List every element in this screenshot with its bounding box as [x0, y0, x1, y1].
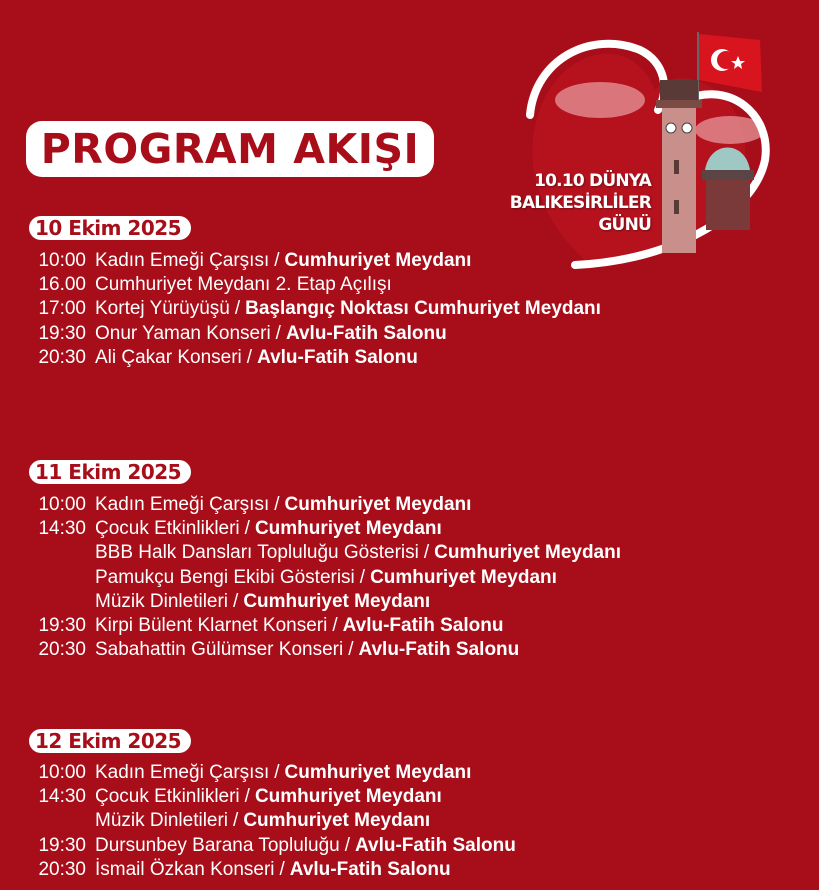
event-time: 10:00 [38, 250, 86, 272]
event-time: 14:30 [38, 786, 86, 808]
event-location: Avlu-Fatih Salonu [285, 322, 447, 344]
list-item [28, 541, 621, 565]
event-location: Cumhuriyet Meydanı [434, 542, 622, 564]
list-item [28, 273, 601, 297]
event-description: Çocuk Etkinlikleri [95, 518, 240, 540]
list-item [28, 614, 621, 638]
list-item [28, 761, 516, 785]
logo-line-3: GÜNÜ [598, 215, 651, 235]
event-location: Avlu-Fatih Salonu [289, 858, 451, 880]
separator: / [274, 494, 280, 516]
heart-clocktower-illustration [480, 20, 819, 280]
day-2-events [28, 493, 621, 662]
event-time: 19:30 [38, 834, 86, 856]
event-location: Avlu-Fatih Salonu [358, 639, 520, 661]
event-description: Kadın Emeği Çarşısı [95, 250, 270, 272]
event-location: Cumhuriyet Meydanı [370, 566, 557, 588]
event-location: Cumhuriyet Meydanı [243, 590, 431, 612]
event-description: Kortej Yürüyüşü [95, 298, 230, 320]
event-description: Cumhuriyet Meydanı 2. Etap Açılışı [95, 274, 392, 296]
day-2-date: 11 Ekim 2025 [29, 460, 191, 484]
page-title-text: PROGRAM AKIŞI [40, 125, 420, 173]
event-description: Ali Çakar Konseri [95, 346, 242, 368]
separator: / [344, 834, 350, 856]
event-location: Avlu-Fatih Salonu [355, 834, 516, 856]
event-description: Müzik Dinletileri [95, 810, 229, 832]
event-location: Avlu-Fatih Salonu [342, 615, 504, 637]
event-location: Cumhuriyet Meydanı [254, 518, 442, 540]
event-time: 10:00 [38, 494, 86, 516]
list-item [28, 249, 601, 273]
list-item [28, 785, 516, 809]
separator: / [332, 615, 338, 637]
event-time: 19:30 [38, 322, 86, 344]
separator: / [274, 250, 280, 272]
event-description: Çocuk Etkinlikleri [95, 786, 240, 808]
event-description: Kirpi Bülent Klarnet Konseri [95, 615, 328, 637]
event-location: Başlangıç Noktası Cumhuriyet Meydanı [245, 298, 601, 320]
list-item [28, 834, 516, 858]
list-item [28, 809, 516, 833]
separator: / [234, 298, 241, 320]
list-item [28, 517, 621, 541]
list-item [28, 493, 621, 517]
list-item [28, 322, 601, 346]
event-time: 20:30 [38, 858, 86, 880]
event-description: Onur Yaman Konseri [95, 322, 271, 344]
list-item [28, 638, 621, 662]
separator: / [233, 590, 239, 612]
separator: / [244, 786, 250, 808]
separator: / [275, 322, 281, 344]
event-description: Müzik Dinletileri [95, 590, 229, 612]
separator: / [279, 858, 285, 880]
list-item [28, 346, 601, 370]
event-location: Cumhuriyet Meydanı [284, 762, 472, 784]
list-item [28, 590, 621, 614]
event-description: Pamukçu Bengi Ekibi Gösterisi [95, 566, 355, 588]
event-description: BBB Halk Dansları Topluluğu Gösterisi [95, 542, 419, 564]
event-time: 17:00 [38, 298, 86, 320]
separator: / [359, 566, 366, 588]
list-item [28, 566, 621, 590]
event-description: Kadın Emeği Çarşısı [95, 494, 270, 516]
day-1-events [28, 249, 601, 370]
event-logo [480, 20, 819, 280]
day-3-date: 12 Ekim 2025 [29, 729, 191, 753]
event-time: 19:30 [38, 615, 86, 637]
event-description: Kadın Emeği Çarşısı [95, 762, 270, 784]
event-description: Dursunbey Barana Topluluğu [95, 834, 340, 856]
event-time: 16.00 [38, 274, 86, 296]
logo-line-2: BALIKESİRLİLER [509, 193, 651, 213]
event-time: 14:30 [38, 518, 86, 540]
event-description: İsmail Özkan Konseri [95, 858, 275, 880]
event-location: Cumhuriyet Meydanı [243, 810, 431, 832]
separator: / [423, 542, 430, 564]
page-title [26, 121, 434, 177]
separator: / [348, 639, 354, 661]
day-1-date: 10 Ekim 2025 [29, 216, 191, 240]
event-location: Avlu-Fatih Salonu [257, 346, 418, 368]
separator: / [246, 346, 253, 368]
list-item [28, 858, 516, 882]
event-time: 10:00 [38, 762, 86, 784]
event-location: Cumhuriyet Meydanı [254, 786, 442, 808]
separator: / [274, 762, 280, 784]
event-location: Cumhuriyet Meydanı [284, 250, 472, 272]
list-item [28, 297, 601, 321]
logo-text [510, 170, 651, 236]
logo-line-1: 10.10 DÜNYA [534, 171, 651, 191]
event-time: 20:30 [38, 346, 86, 368]
event-location: Cumhuriyet Meydanı [284, 494, 472, 516]
event-time: 20:30 [38, 639, 86, 661]
day-3-events [28, 761, 516, 882]
event-description: Sabahattin Gülümser Konseri [95, 639, 344, 661]
separator: / [244, 518, 250, 540]
separator: / [233, 810, 239, 832]
